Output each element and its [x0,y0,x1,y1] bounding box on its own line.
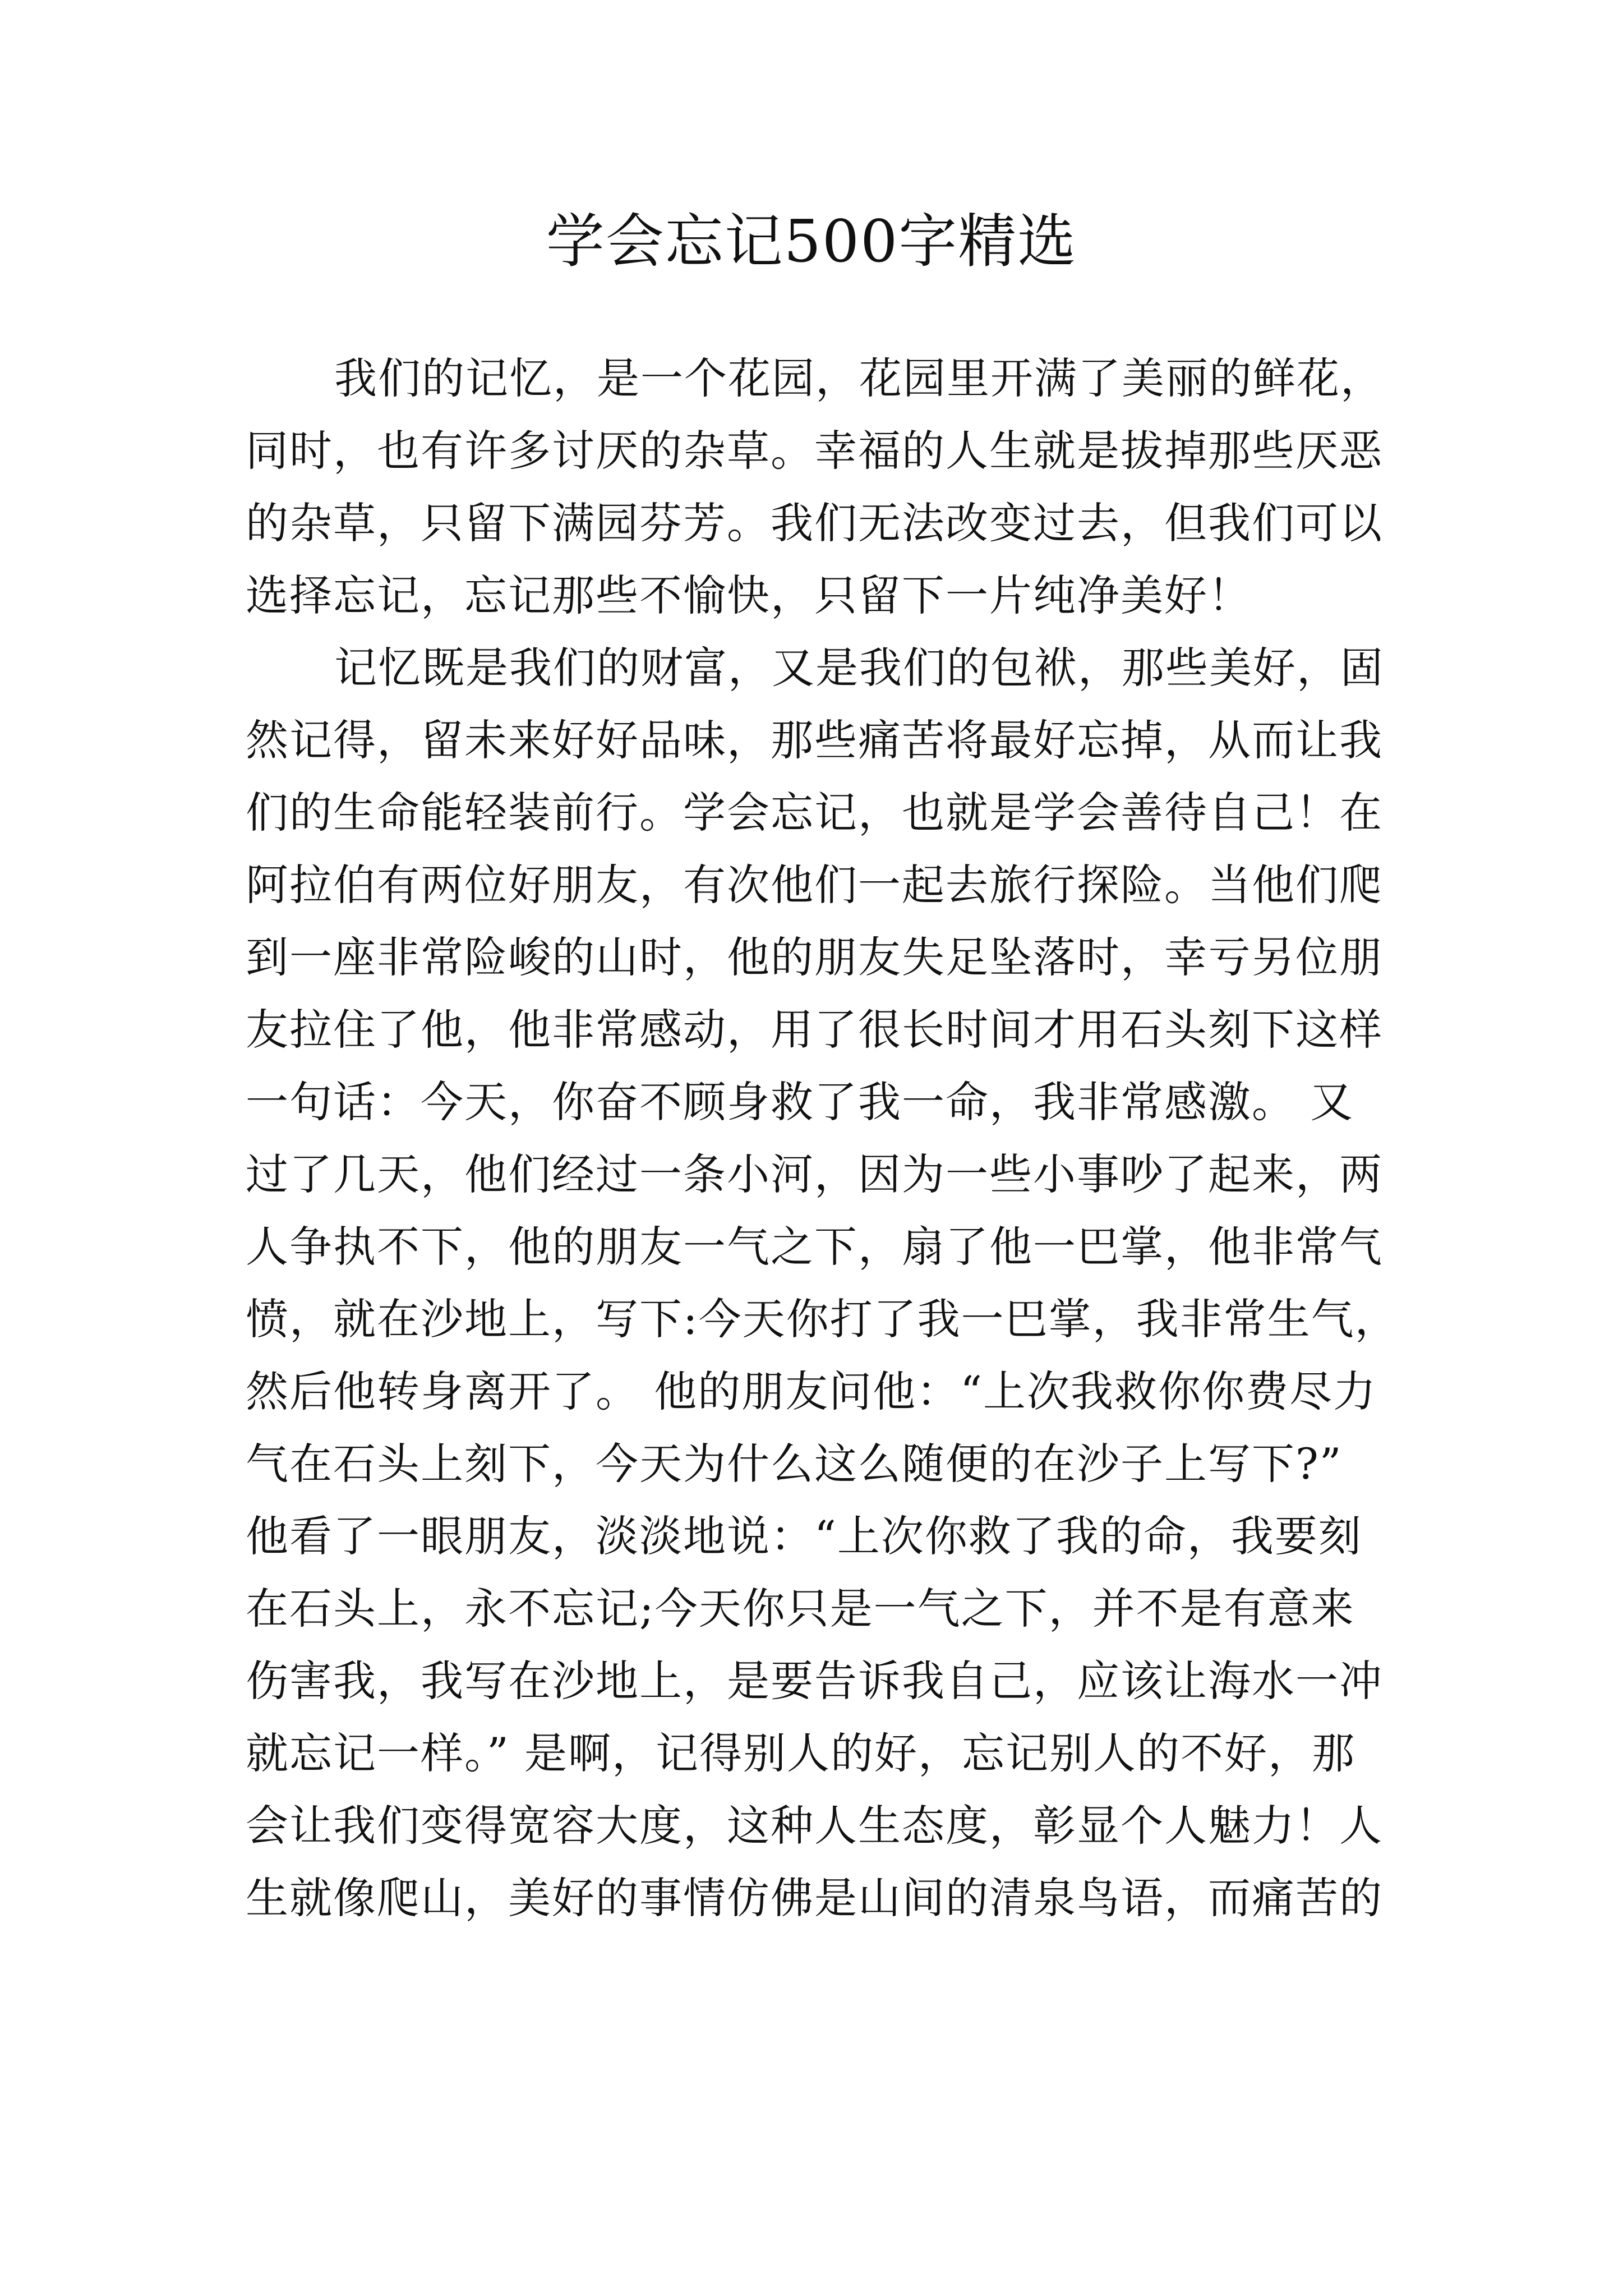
text-line: 然记得，留未来好好品味，那些痛苦将最好忘掉，从而让我 [246,715,1383,765]
text-line: 到一座非常险峻的山时，他的朋友失足坠落时，幸亏另位朋 [246,932,1383,982]
text-line: 一句话：今天，你奋不顾身救了我一命，我非常感激。 又 [246,1077,1354,1127]
text-line: 就忘记一样。” 是啊，记得别人的好，忘记别人的不好，那 [246,1728,1356,1778]
text-line: 的杂草，只留下满园芬芳。我们无法改变过去，但我们可以 [246,498,1383,548]
text-line: 阿拉伯有两位好朋友，有次他们一起去旅行探险。当他们爬 [246,860,1383,910]
text-line: 记忆既是我们的财富，又是我们的包袱，那些美好，固 [334,643,1384,693]
text-line: 愤，就在沙地上，写下:今天你打了我一巴掌，我非常生气， [246,1294,1399,1344]
text-line: 过了几天，他们经过一条小河，因为一些小事吵了起来，两 [246,1149,1383,1199]
text-line: 伤害我，我写在沙地上，是要告诉我自己，应该让海水一冲 [246,1656,1383,1706]
text-line: 会让我们变得宽容大度，这种人生态度，彰显个人魅力！人 [246,1801,1383,1851]
paragraph-1 [246,342,1390,632]
text-line: 然后他转身离开了。 他的朋友问他：“上次我救你你费尽力 [246,1366,1377,1416]
text-line: 生就像爬山，美好的事情仿佛是山间的清泉鸟语，而痛苦的 [246,1873,1383,1923]
text-line: 他看了一眼朋友，淡淡地说：“上次你救了我的命，我要刻 [246,1511,1362,1561]
text-line: 们的生命能轻装前行。学会忘记，也就是学会善待自己！在 [246,788,1383,838]
text-line: 选择忘记，忘记那些不愉快，只留下一片纯净美好！ [246,570,1252,620]
text-line: 我们的记忆，是一个花园，花园里开满了美丽的鲜花， [334,353,1384,403]
text-line: 友拉住了他，他非常感动，用了很长时间才用石头刻下这样 [246,1005,1383,1055]
document-title: 学会忘记500字精选 [546,207,1077,275]
text-line: 同时，也有许多讨厌的杂草。幸福的人生就是拔掉那些厌恶 [246,426,1383,476]
text-line: 人争执不下，他的朋友一气之下，扇了他一巴掌，他非常气 [246,1222,1383,1272]
document-body [246,342,1399,1934]
paragraph-2 [246,632,1399,1934]
text-line: 在石头上，永不忘记;今天你只是一气之下，并不是有意来 [246,1584,1355,1634]
text-line: 气在石头上刻下，今天为什么这么随便的在沙子上写下?” [246,1439,1343,1489]
